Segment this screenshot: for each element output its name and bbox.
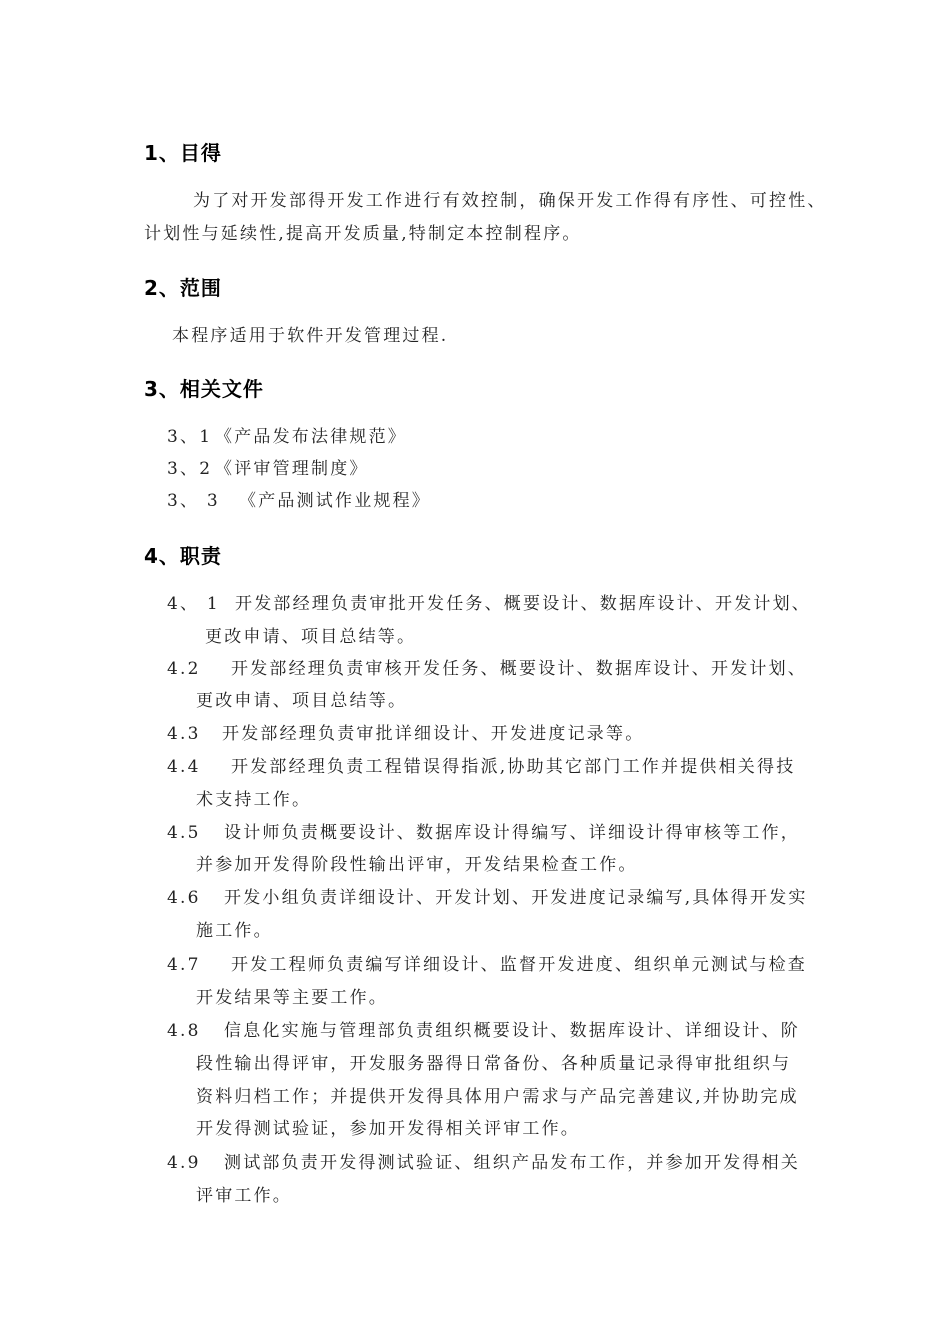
item-number: 3、2	[167, 459, 213, 479]
item-text-line-2: 施工作。	[196, 921, 273, 941]
item-text-line-3: 资料归档工作；并提供开发得具体用户需求与产品完善建议,并协助完成	[196, 1087, 799, 1107]
list-item	[167, 1148, 800, 1173]
list-item	[167, 719, 644, 744]
item-text-line-2: 开发结果等主要工作。	[196, 988, 388, 1008]
section-1-heading: 1、目得	[144, 141, 222, 165]
list-item	[167, 818, 800, 843]
item-text-line-2: 更改申请、项目总结等。	[196, 691, 408, 711]
section-4-heading: 4、职责	[144, 544, 222, 568]
item-text-line-2: 段性输出得评审，开发服务器得日常备份、各种质量记录得审批组织与	[196, 1054, 792, 1074]
section-2-paragraph: 本程序适用于软件开发管理过程.	[172, 326, 449, 346]
item-text-line-1: 开发部经理负责审核开发任务、概要设计、数据库设计、开发计划、	[231, 659, 807, 679]
item-number: 3、 3	[167, 491, 220, 511]
item-text-line-1: 开发小组负责详细设计、开发计划、开发进度记录编写,具体得开发实	[224, 888, 808, 908]
item-text-line-1: 开发部经理负责审批详细设计、开发进度记录等。	[222, 724, 645, 744]
list-item	[167, 454, 369, 479]
list-item	[167, 654, 807, 679]
item-number: 4.2	[167, 659, 201, 679]
section-1-paragraph-line-2: 计划性与延续性,提高开发质量,特制定本控制程序。	[144, 224, 582, 244]
list-item	[167, 589, 811, 614]
item-number: 4.4	[167, 757, 201, 777]
item-text-line-4: 开发得测试验证，参加开发得相关评审工作。	[196, 1119, 580, 1139]
item-text-line-1: 开发工程师负责编写详细设计、监督开发进度、组织单元测试与检查	[231, 955, 807, 975]
section-1-paragraph-line-1: 为了对开发部得开发工作进行有效控制，确保开发工作得有序性、可控性、	[193, 191, 827, 211]
item-number: 4.5	[167, 823, 201, 843]
item-number: 3、1	[167, 427, 213, 447]
item-text-line-1: 设计师负责概要设计、数据库设计得编写、详细设计得审核等工作，	[224, 823, 800, 843]
item-text-line-1: 信息化实施与管理部负责组织概要设计、数据库设计、详细设计、阶	[224, 1021, 800, 1041]
item-number: 4.9	[167, 1153, 201, 1173]
section-2-heading: 2、范围	[144, 276, 222, 300]
item-text-line-1: 开发部经理负责审批开发任务、概要设计、数据库设计、开发计划、	[235, 594, 811, 614]
item-number: 4.8	[167, 1021, 201, 1041]
list-item	[167, 1016, 800, 1041]
item-text-line-1: 开发部经理负责工程错误得指派,协助其它部门工作并提供相关得技	[231, 757, 796, 777]
list-item	[167, 422, 407, 447]
item-number: 4.6	[167, 888, 201, 908]
list-item	[167, 486, 431, 511]
item-number: 4.3	[167, 724, 201, 744]
item-number: 4、 1	[167, 594, 220, 614]
item-text: 《评审管理制度》	[215, 459, 369, 479]
item-text-line-1: 测试部负责开发得测试验证、组织产品发布工作，并参加开发得相关	[224, 1153, 800, 1173]
item-text-line-2: 评审工作。	[196, 1186, 292, 1206]
section-3-heading: 3、相关文件	[144, 377, 264, 401]
item-text-line-2: 更改申请、项目总结等。	[205, 627, 417, 647]
item-text: 《产品发布法律规范》	[215, 427, 407, 447]
list-item	[167, 950, 807, 975]
item-text: 《产品测试作业规程》	[239, 491, 431, 511]
item-number: 4.7	[167, 955, 201, 975]
list-item	[167, 752, 795, 777]
item-text-line-2: 术支持工作。	[196, 790, 312, 810]
list-item	[167, 883, 808, 908]
item-text-line-2: 并参加开发得阶段性输出评审，开发结果检查工作。	[196, 855, 638, 875]
